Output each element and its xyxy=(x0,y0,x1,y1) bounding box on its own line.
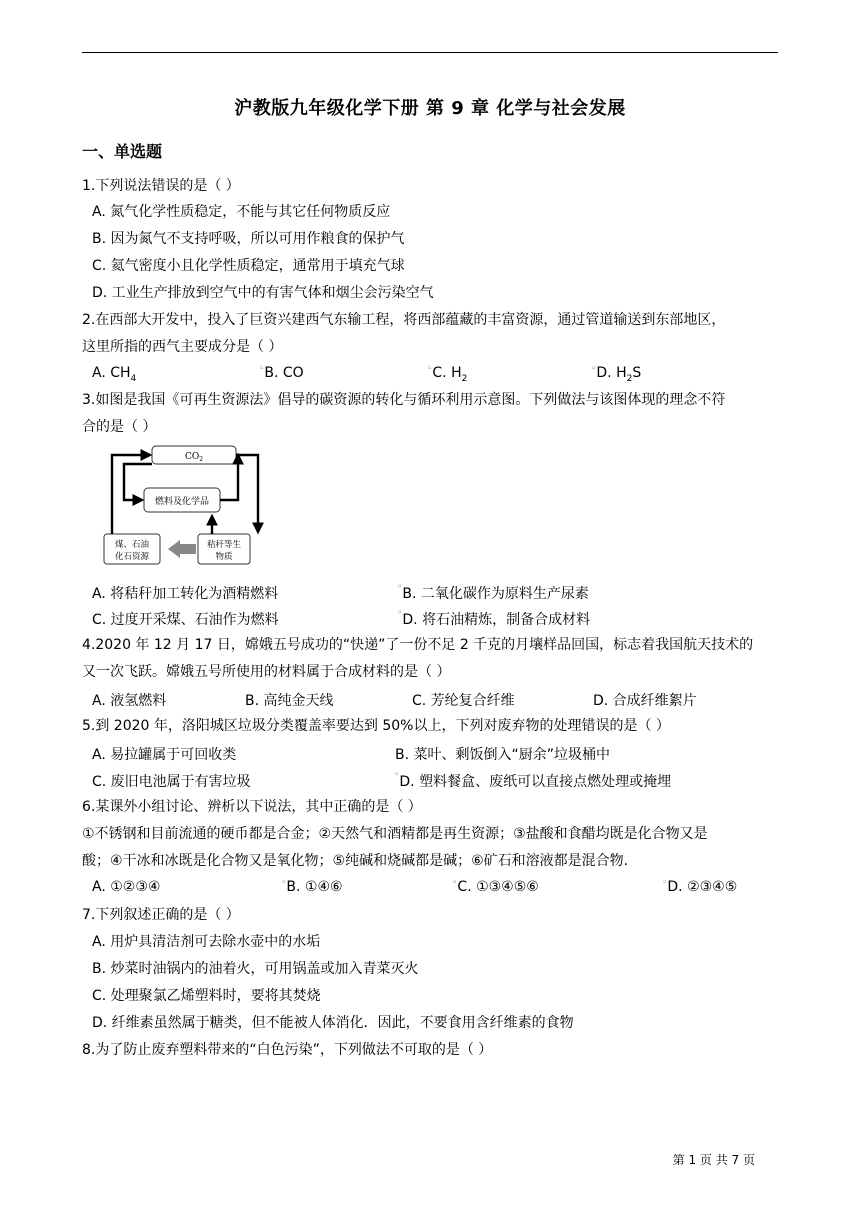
straw-label-2: 物质 xyxy=(215,552,233,562)
straw-label-1: 秸秆等生 xyxy=(206,540,242,550)
question-3-option-c: C. 过度开采煤、石油作为燃料 xyxy=(92,612,279,628)
question-3-stem-line-2: 合的是（ ） xyxy=(82,419,157,435)
question-2-option-c: ▫C. $H_2$ xyxy=(428,365,468,384)
question-6-statements-line-2: 酸；④干冰和冰既是化合物又是氧化物；⑤纯碱和烧碱都是碱；⑥矿石和溶液都是混合物. xyxy=(82,853,629,869)
question-4-stem-line-2: 又一次飞跃。嫦娥五号所使用的材料属于合成材料的是（ ） xyxy=(82,664,451,680)
question-2-option-b: ▫B. CO xyxy=(260,365,304,381)
fossil-label-1: 煤、石油 xyxy=(114,540,150,550)
question-4-option-b: B. 高纯金天线 xyxy=(245,693,334,709)
question-1-option-a: A. 氮气化学性质稳定，不能与其它任何物质反应 xyxy=(92,204,391,220)
question-2-option-d: ▫D. $H_2S$ xyxy=(592,365,642,384)
question-8-stem: 8.为了防止废弃塑料带来的“白色污染”，下列做法不可取的是（ ） xyxy=(82,1042,493,1058)
question-7-option-a: A. 用炉具清洁剂可去除水壶中的水垢 xyxy=(92,934,321,950)
question-3-option-d: ▫D. 将石油精炼，制备合成材料 xyxy=(398,609,591,628)
question-5-stem: 5.到 2020 年，洛阳城区垃圾分类覆盖率要达到 50%以上，下列对废弃物的处理错误的是（ ） xyxy=(82,718,670,734)
fuel-label: 燃料及化学品 xyxy=(154,497,210,507)
co2-label: $CO_2$ xyxy=(184,452,204,463)
fossil-label-2: 化石资源 xyxy=(114,552,150,562)
question-4-option-c: C. 芳纶复合纤维 xyxy=(412,693,515,709)
question-7-option-d: D. 纤维素虽然属于糖类，但不能被人体消化．因此，不要食用含纤维素的食物 xyxy=(92,1015,574,1031)
document-title: 沪教版九年级化学下册 第 9 章 化学与社会发展 xyxy=(234,98,626,119)
question-6-option-d: ▫D. ②③④⑤ xyxy=(663,879,738,895)
question-4-option-d: D. 合成纤维絮片 xyxy=(593,693,697,709)
question-5-option-c: C. 废旧电池属于有害垃圾 xyxy=(92,774,251,790)
question-1-stem: 1.下列说法错误的是（ ） xyxy=(82,178,240,194)
question-5-option-b: B. 菜叶、剩饭倒入“厨余”垃圾桶中 xyxy=(395,747,611,763)
question-2-option-a: A. $CH_4$ xyxy=(92,365,137,384)
question-7-stem: 7.下列叙述正确的是（ ） xyxy=(82,907,240,923)
question-6-stem: 6.某课外小组讨论、辨析以下说法，其中正确的是（ ） xyxy=(82,799,422,815)
question-6-option-a: A. ①②③④ xyxy=(92,879,161,895)
question-6-statements-line-1: ①不锈钢和目前流通的硬币都是合金；②天然气和酒精都是再生资源；③盐酸和食醋均既是化合物又是 xyxy=(82,826,708,842)
straw-to-fossil-arrow xyxy=(168,540,196,558)
question-3-option-a: A. 将秸秆加工转化为酒精燃料 xyxy=(92,586,279,602)
question-6-option-b: ▫B. ①④⑥ xyxy=(282,879,343,895)
question-4-option-a: A. 液氢燃料 xyxy=(92,693,167,709)
co2-to-straw-arrow xyxy=(236,455,258,532)
question-3-stem-line-1: 3.如图是我国《可再生资源法》倡导的碳资源的转化与循环利用示意图。下列做法与该图体现的理念不符 xyxy=(82,392,726,408)
question-5-option-a: A. 易拉罐属于可回收类 xyxy=(92,747,237,763)
question-2-stem-line-2: 这里所指的西气主要成分是（ ） xyxy=(82,339,283,355)
header-rule xyxy=(82,52,778,53)
question-3-option-b: ▫B. 二氧化碳作为原料生产尿素 xyxy=(398,583,589,602)
page-footer: 第 1 页 共 7 页 xyxy=(672,1153,755,1167)
question-6-option-c: ▫C. ①③④⑤⑥ xyxy=(453,879,539,895)
question-7-option-c: C. 处理聚氯乙烯塑料时，要将其焚烧 xyxy=(92,988,321,1004)
question-4-stem-line-1: 4.2020 年 12 月 17 日，嫦娥五号成功的“快递”了一份不足 2 千克的月壤样品回国，标志着我国航天技术的 xyxy=(82,637,754,653)
carbon-cycle-diagram xyxy=(102,444,268,568)
question-5-option-d: ▫D. 塑料餐盒、废纸可以直接点燃处理或掩埋 xyxy=(395,771,672,790)
question-1-option-c: C. 氦气密度小且化学性质稳定，通常用于填充气球 xyxy=(92,258,405,274)
question-1-option-d: D. 工业生产排放到空气中的有害气体和烟尘会污染空气 xyxy=(92,285,434,301)
question-2-stem-line-1: 2.在西部大开发中，投入了巨资兴建西气东输工程，将西部蕴藏的丰富资源，通过管道输送到东部地区， xyxy=(82,312,726,328)
question-7-option-b: B. 炒菜时油锅内的油着火，可用锅盖或加入青菜灭火 xyxy=(92,961,419,977)
question-1-option-b: B. 因为氮气不支持呼吸，所以可用作粮食的保护气 xyxy=(92,231,405,247)
section-title: 一、单选题 xyxy=(82,142,163,161)
